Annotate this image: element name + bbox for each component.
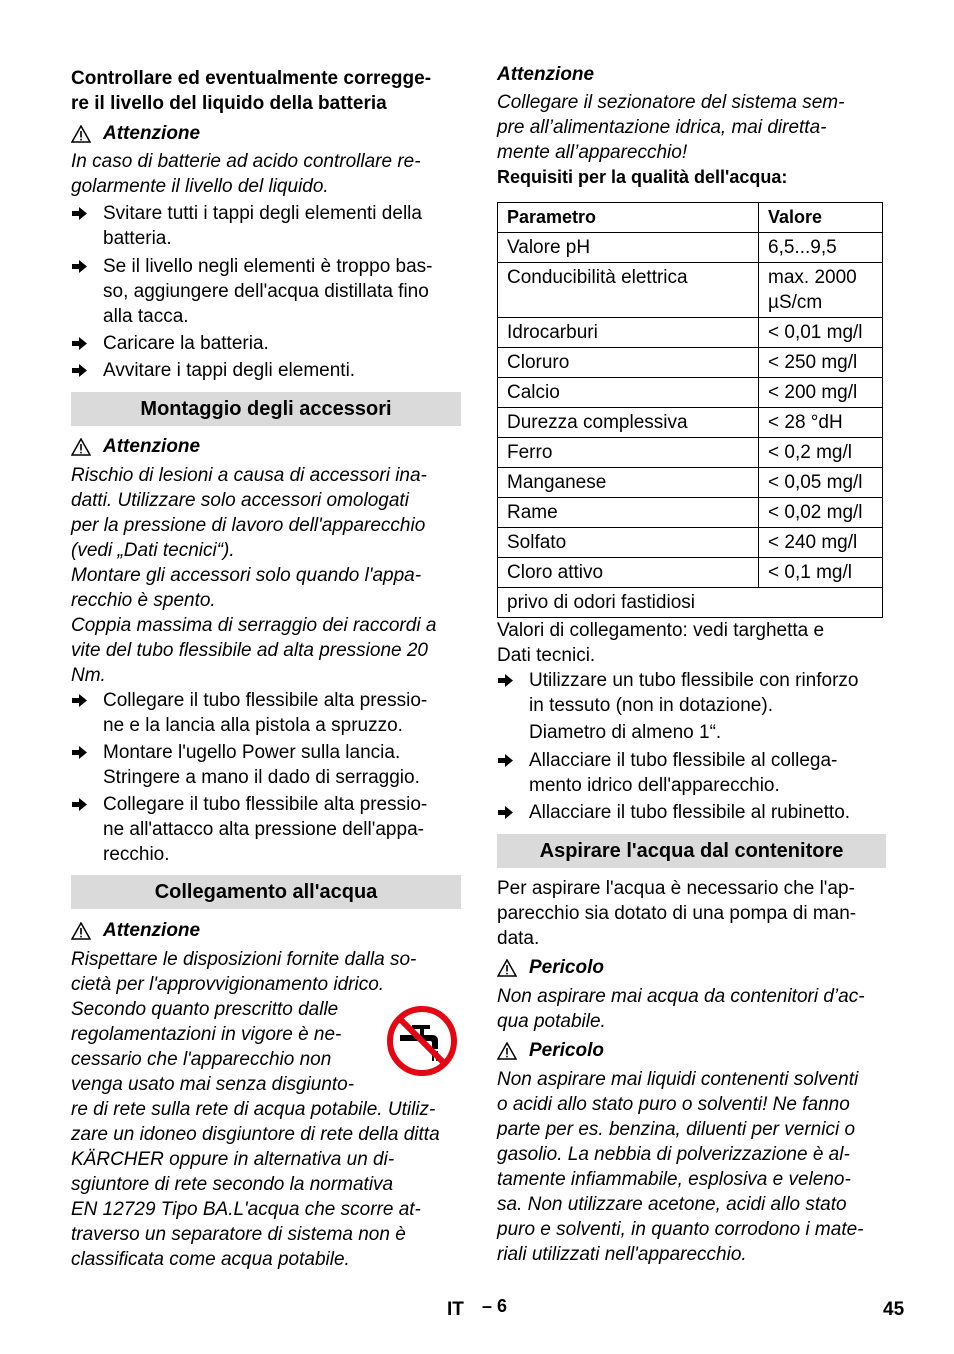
arrow-right-icon <box>71 363 88 378</box>
danger-text-1: Non aspirare mai acqua da contenitori d’ac- qua potabile. <box>497 986 865 1032</box>
warning-icon <box>71 922 91 940</box>
danger-text-2: Non aspirare mai liquidi contenenti solventi o acidi allo stato puro o solventi! Ne fanno parte per es. benzina, diluenti per vernici o gasolio. La nebbia di polverizzazione è al- tamente infiammabile, esplosiva e veleno- sa. Non utilizzare acetone, acidi allo stato puro e solventi, in quanto corrodono i mate- riali utilizzati nell'apparecchio. <box>497 1069 864 1265</box>
attention-text: Collegare il sezionatore del sistema sem- pre all’alimentazione idrica, mai diretta- mente all’apparecchio! <box>497 92 845 163</box>
table-row: Cloro attivo < 0,1 mg/l <box>498 558 883 588</box>
list-item: Utilizzare un tubo flessibile con rinforzo in tessuto (non in dotazione). Diametro di almeno 1“. <box>497 668 886 745</box>
list-item: Montare l'ugello Power sulla lancia. Stringere a mano il dado di serraggio. <box>71 740 461 790</box>
danger-pericolo-1: Pericolo <box>497 955 886 980</box>
no-drinking-water-icon <box>386 1005 458 1077</box>
arrow-right-icon <box>497 753 514 768</box>
table-row: Solfato < 240 mg/l <box>498 528 883 558</box>
warning-text-2: Rischio di lesioni a causa di accessori ina- datti. Utilizzare solo accessori omologati per la pressione di lavoro dell'apparecchio (vedi „Dati tecnici“). Montare gli accessori solo quando l'appa- recchio è spento. Coppia massima di serraggio dei raccordi a vite del tubo flessibile ad alta pressione 20 Nm. <box>71 465 437 686</box>
warning-icon <box>71 438 91 456</box>
table-row: Rame < 0,02 mg/l <box>498 498 883 528</box>
warning-text-1: In caso di batterie ad acido controllare re- golarmente il livello del liquido. <box>71 151 421 197</box>
arrow-right-icon <box>71 797 88 812</box>
arrow-right-icon <box>497 805 514 820</box>
arrow-right-icon <box>71 745 88 760</box>
attention-label: Attenzione <box>497 64 595 85</box>
list-item: Se il livello negli elementi è troppo bas- so, aggiungere dell'acqua distillata fino alla tacca. <box>71 254 461 329</box>
suction-text: Per aspirare l'acqua è necessario che l'ap- parecchio sia dotato di una pompa di man- data. <box>497 878 857 949</box>
table-header-cell: Parametro <box>498 203 759 233</box>
table-header-row <box>498 203 883 233</box>
warning-icon <box>497 1042 517 1060</box>
table-row: Calcio < 200 mg/l <box>498 378 883 408</box>
warning-text-3: Rispettare le disposizioni fornite dalla so- cietà per l'approvvigionamento idrico. Secondo quanto prescritto dalle regolamentazioni in vigore è ne- cessario che l'apparecchio non venga usato mai senza disgiunto- re di rete sulla rete di acqua potabile. Utiliz- zare un idoneo disgiuntore di rete della ditta KÄRCHER oppure in alternativa un di- sgiuntore di rete secondo la normativa EN 12729 Tipo BA.L'acqua che scorre at- traverso un separatore di sistema non è classificata come acqua potabile. <box>71 949 440 1270</box>
section-heading-water: Collegamento all'acqua <box>71 875 461 909</box>
arrow-right-icon <box>71 336 88 351</box>
list-item: Caricare la batteria. <box>71 331 461 356</box>
accessory-steps <box>71 688 461 867</box>
page-number: 45 <box>883 1299 905 1320</box>
warning-icon <box>71 125 91 143</box>
table-footer-row: privo di odori fastidiosi <box>498 588 883 618</box>
table-row: Manganese < 0,05 mg/l <box>498 468 883 498</box>
list-item: Collegare il tubo flessibile alta pressio- ne all'attacco alta pressione dell'appa- recchio. <box>71 792 461 867</box>
list-item: Collegare il tubo flessibile alta pressio- ne e la lancia alla pistola a spruzzo. <box>71 688 461 738</box>
section-heading-suction: Aspirare l'acqua dal contenitore <box>497 834 886 868</box>
left-column <box>71 60 461 1272</box>
footer-language: IT <box>447 1299 464 1320</box>
battery-heading: Controllare ed eventualmente corregge- re il livello del liquido della batteria <box>71 68 432 114</box>
list-item: Svitare tutti i tappi degli elementi della batteria. <box>71 201 461 251</box>
arrow-right-icon <box>71 259 88 274</box>
warning-attenzione-3: Attenzione <box>71 918 461 943</box>
arrow-right-icon <box>71 693 88 708</box>
table-header-cell: Valore <box>759 203 883 233</box>
table-row: Cloruro < 250 mg/l <box>498 348 883 378</box>
arrow-right-icon <box>71 206 88 221</box>
list-item: Allacciare il tubo flessibile al collega- mento idrico dell'apparecchio. <box>497 748 886 798</box>
connection-values-text: Valori di collegamento: vedi targhetta e Dati tecnici. <box>497 620 825 666</box>
danger-pericolo-2: Pericolo <box>497 1038 886 1063</box>
list-item: Avvitare i tappi degli elementi. <box>71 358 461 383</box>
warning-attenzione-2: Attenzione <box>71 434 461 459</box>
water-requirements-title: Requisiti per la qualità dell'acqua: <box>497 167 788 187</box>
table-row: Durezza complessiva < 28 °dH <box>498 408 883 438</box>
arrow-right-icon <box>497 673 514 688</box>
table-row: Ferro < 0,2 mg/l <box>498 438 883 468</box>
water-quality-table <box>497 202 883 618</box>
table-row: Conducibilità elettrica max. 2000 µS/cm <box>498 263 883 318</box>
battery-steps <box>71 201 461 383</box>
right-column <box>497 60 886 1267</box>
warning-icon <box>497 959 517 977</box>
list-item: Allacciare il tubo flessibile al rubinetto. <box>497 800 886 825</box>
section-heading-accessories: Montaggio degli accessori <box>71 392 461 426</box>
table-row: Idrocarburi < 0,01 mg/l <box>498 318 883 348</box>
table-row: Valore pH 6,5...9,5 <box>498 233 883 263</box>
warning-attenzione-1: Attenzione <box>71 121 461 146</box>
connection-steps <box>497 668 886 825</box>
footer-local-page: – 6 <box>482 1296 508 1316</box>
